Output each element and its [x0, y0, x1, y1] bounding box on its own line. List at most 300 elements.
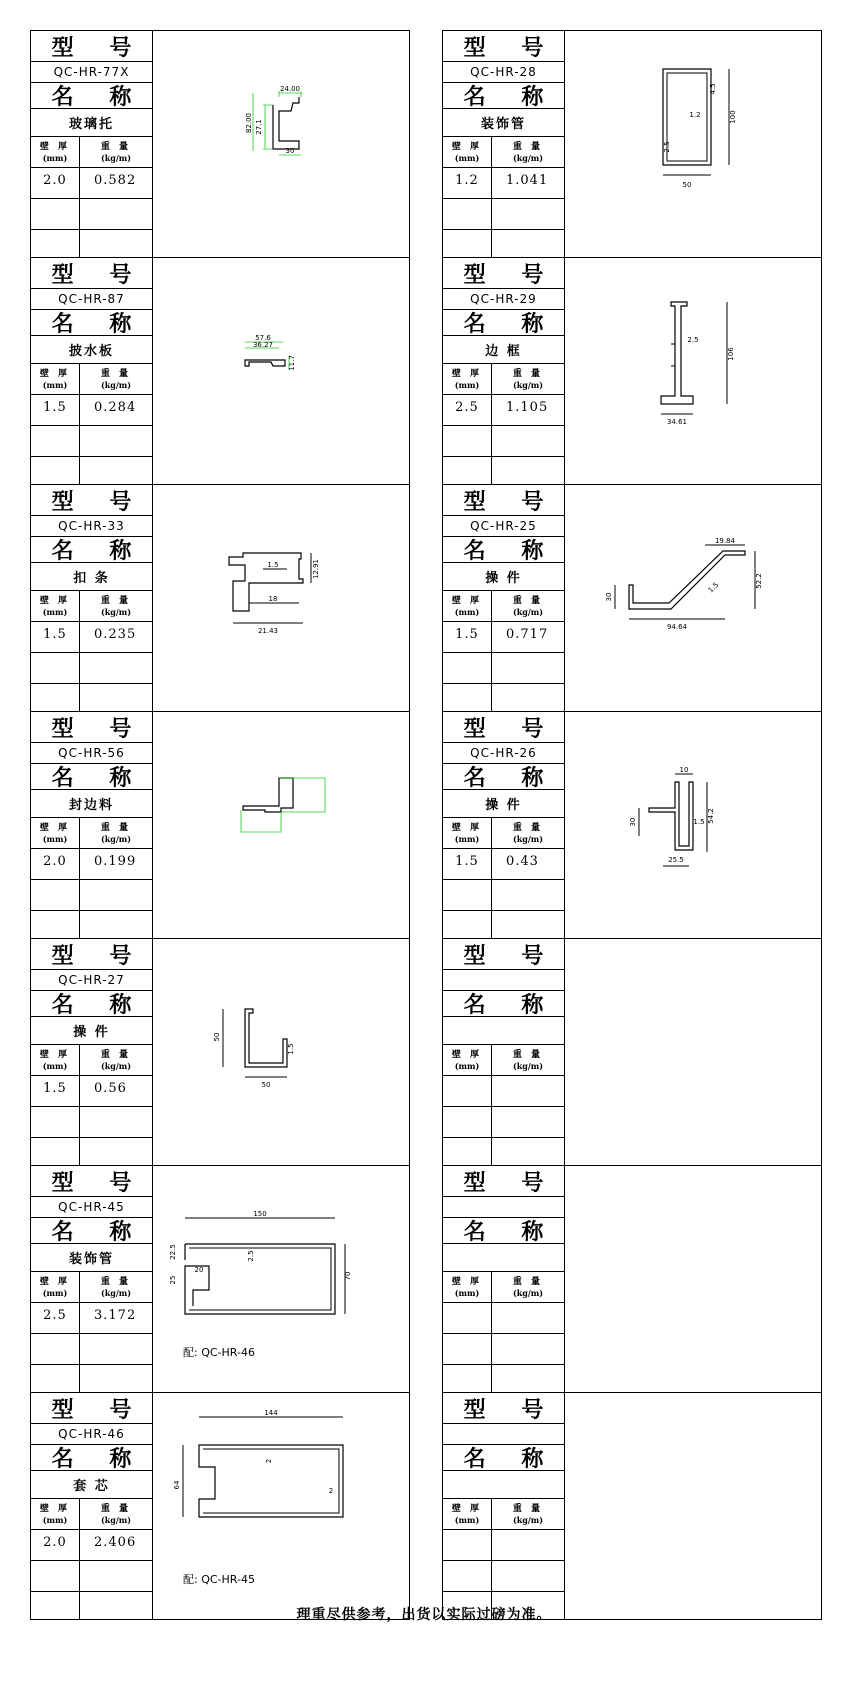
name-heading: 名 称 — [31, 1445, 152, 1471]
name-heading: 名 称 — [443, 537, 564, 563]
dim-bottom: 21.43 — [257, 627, 279, 635]
wall-thickness-label: 壁 厚 — [39, 1276, 71, 1287]
profile-drawing — [153, 258, 409, 484]
dim-mid: 36.27 — [252, 341, 274, 349]
dim-inner: 2.5 — [247, 1250, 255, 1262]
dim-lower: 25 — [169, 1275, 177, 1285]
weight-value: 0.235 — [94, 627, 137, 642]
profile-info — [31, 485, 153, 711]
empty-row — [443, 199, 564, 230]
dim-left: 64 — [173, 1480, 181, 1490]
profile-card-left-1 — [30, 30, 410, 257]
profile-line — [663, 69, 729, 175]
profile-info — [443, 1166, 565, 1392]
empty-row — [31, 199, 152, 230]
name-heading: 名 称 — [443, 310, 564, 336]
wall-unit-label: (mm) — [454, 606, 480, 617]
wall-thickness-label: 壁 厚 — [451, 595, 483, 606]
dim-right: 70 — [344, 1271, 352, 1281]
thickness-value: 2.0 — [43, 854, 67, 869]
spec-value-row — [443, 849, 564, 880]
profile-card-right-1 — [442, 30, 822, 257]
weight-unit-label: (kg/m) — [100, 1287, 132, 1298]
thickness-value: 2.0 — [43, 1535, 67, 1550]
profile-card-left-3 — [30, 484, 410, 711]
empty-row — [443, 880, 564, 911]
profile-name: 操 件 — [443, 563, 564, 591]
empty-row — [31, 1107, 152, 1138]
profile-line — [649, 782, 693, 850]
model-heading: 型 号 — [31, 939, 152, 970]
profile-drawing — [565, 1166, 821, 1392]
profile-section-drawing — [565, 485, 801, 711]
dim-slot: 20 — [194, 1266, 204, 1274]
profile-section-drawing — [565, 712, 801, 938]
name-heading: 名 称 — [31, 764, 152, 790]
weight-unit-label: (kg/m) — [512, 1060, 544, 1071]
spec-value-row — [31, 622, 152, 653]
weight-label: 重 量 — [100, 1049, 132, 1060]
profile-section-drawing — [565, 258, 801, 484]
spec-value-row — [31, 1303, 152, 1334]
profile-card-right-2 — [442, 257, 822, 484]
weight-value: 0.199 — [94, 854, 137, 869]
wall-unit-label: (mm) — [42, 1287, 68, 1298]
name-heading: 名 称 — [443, 1218, 564, 1244]
profile-drawing — [153, 485, 409, 711]
wall-thickness-label: 壁 厚 — [451, 1276, 483, 1287]
weight-label: 重 量 — [100, 141, 132, 152]
model-heading: 型 号 — [31, 31, 152, 62]
empty-row — [443, 230, 564, 257]
empty-row — [443, 1561, 564, 1592]
profile-name: 套 芯 — [31, 1471, 152, 1499]
thickness-value: 1.2 — [455, 173, 479, 188]
profile-section-drawing — [153, 31, 389, 257]
model-heading: 型 号 — [443, 712, 564, 743]
thickness-value: 2.0 — [43, 173, 67, 188]
model-heading: 型 号 — [31, 258, 152, 289]
weight-label: 重 量 — [100, 368, 132, 379]
spec-value-row — [31, 395, 152, 426]
wall-thickness-label: 壁 厚 — [451, 1049, 483, 1060]
profile-line — [273, 97, 299, 149]
wall-unit-label: (mm) — [454, 1060, 480, 1071]
profile-drawing — [153, 31, 409, 257]
empty-row — [31, 880, 152, 911]
model-code: QC-HR-28 — [443, 62, 564, 83]
thickness-value: 1.5 — [455, 854, 479, 869]
profile-card-left-7 — [30, 1392, 410, 1620]
profile-drawing — [565, 712, 821, 938]
dim-right: 12.91 — [312, 558, 320, 580]
profile-drawing — [565, 258, 821, 484]
model-heading: 型 号 — [443, 939, 564, 970]
profile-drawing — [565, 31, 821, 257]
spec-header-row — [443, 591, 564, 622]
dim-bottom: 50 — [261, 1081, 271, 1089]
dim-inner: 1.5 — [267, 561, 279, 569]
wall-thickness-label: 壁 厚 — [39, 1503, 71, 1514]
spec-header-row — [443, 137, 564, 168]
profile-name: 边 框 — [443, 336, 564, 364]
spec-value-row — [443, 1076, 564, 1107]
empty-row — [443, 684, 564, 711]
profile-line — [241, 778, 325, 832]
wall-unit-label: (mm) — [42, 1514, 68, 1525]
spec-value-row — [443, 622, 564, 653]
weight-unit-label: (kg/m) — [100, 1514, 132, 1525]
wall-thickness-label: 壁 厚 — [39, 368, 71, 379]
spec-value-row — [443, 168, 564, 199]
profile-line — [661, 302, 693, 404]
dim-bottom: 25.5 — [668, 856, 684, 864]
profile-name — [443, 1471, 564, 1499]
spec-value-row — [31, 1530, 152, 1561]
dim-bottom: 94.64 — [666, 623, 688, 631]
profile-info — [443, 485, 565, 711]
profile-info — [31, 258, 153, 484]
thickness-value: 2.5 — [43, 1308, 67, 1323]
wall-unit-label: (mm) — [42, 379, 68, 390]
wall-unit-label: (mm) — [42, 1060, 68, 1071]
profile-card-left-6 — [30, 1165, 410, 1392]
weight-unit-label: (kg/m) — [512, 152, 544, 163]
model-code: QC-HR-29 — [443, 289, 564, 310]
empty-row — [443, 653, 564, 684]
profile-card-right-3 — [442, 484, 822, 711]
profile-line — [245, 1009, 287, 1067]
model-heading: 型 号 — [443, 1393, 564, 1424]
dim-bottom: 50 — [682, 181, 692, 189]
wall-unit-label: (mm) — [454, 1287, 480, 1298]
spec-header-row — [443, 1272, 564, 1303]
profile-section-drawing — [153, 485, 389, 711]
wall-unit-label: (mm) — [454, 1514, 480, 1525]
model-heading: 型 号 — [31, 1393, 152, 1424]
profile-info — [31, 939, 153, 1165]
profile-info — [443, 712, 565, 938]
dim-top: 24.00 — [279, 85, 301, 93]
name-heading: 名 称 — [31, 310, 152, 336]
dim-lower: 18 — [268, 595, 278, 603]
dim-wall: 1.2 — [689, 111, 701, 119]
model-code: QC-HR-27 — [31, 970, 152, 991]
profile-line — [203, 1449, 339, 1513]
spec-value-row — [31, 168, 152, 199]
empty-row — [31, 1138, 152, 1165]
spec-value-row — [443, 1303, 564, 1334]
empty-row — [443, 1107, 564, 1138]
profile-line — [189, 1248, 331, 1310]
profile-card-right-7 — [442, 1392, 822, 1620]
model-code: QC-HR-25 — [443, 516, 564, 537]
dim-left: 30 — [629, 817, 637, 827]
footer-note: 理重尽供参考，出货以实际过磅为准。 — [296, 1607, 552, 1623]
empty-row — [443, 457, 564, 484]
empty-row — [31, 684, 152, 711]
name-heading: 名 称 — [31, 83, 152, 109]
wall-unit-label: (mm) — [454, 833, 480, 844]
profile-line — [245, 360, 285, 366]
wall-thickness-label: 壁 厚 — [451, 822, 483, 833]
spec-header-row — [443, 818, 564, 849]
dim-inner: 27.1 — [255, 119, 263, 135]
weight-label: 重 量 — [512, 1276, 544, 1287]
model-code: QC-HR-56 — [31, 743, 152, 764]
profile-line — [229, 553, 303, 611]
profile-name: 扣 条 — [31, 563, 152, 591]
weight-label: 重 量 — [512, 1049, 544, 1060]
spec-value-row — [443, 395, 564, 426]
profile-drawing — [565, 1393, 821, 1619]
weight-value: 0.284 — [94, 400, 137, 415]
profile-drawing — [153, 1393, 409, 1619]
model-code: QC-HR-45 — [31, 1197, 152, 1218]
dim-right: 106 — [727, 347, 735, 361]
weight-label: 重 量 — [100, 1276, 132, 1287]
name-heading: 名 称 — [443, 1445, 564, 1471]
weight-value: 2.406 — [94, 1535, 137, 1550]
profile-info — [31, 1166, 153, 1392]
name-heading: 名 称 — [443, 764, 564, 790]
wall-thickness-label: 壁 厚 — [39, 141, 71, 152]
spec-header-row — [31, 591, 152, 622]
profile-info — [443, 31, 565, 257]
spec-header-row — [31, 1045, 152, 1076]
weight-value: 0.56 — [94, 1081, 127, 1096]
spec-header-row — [443, 364, 564, 395]
profile-card-left-5 — [30, 938, 410, 1165]
name-heading: 名 称 — [31, 991, 152, 1017]
weight-unit-label: (kg/m) — [100, 606, 132, 617]
wall-unit-label: (mm) — [454, 152, 480, 163]
weight-label: 重 量 — [512, 141, 544, 152]
weight-label: 重 量 — [100, 822, 132, 833]
wall-thickness-label: 壁 厚 — [451, 1503, 483, 1514]
profile-section-drawing — [153, 939, 389, 1165]
dim-right: 100 — [729, 110, 737, 124]
wall-unit-label: (mm) — [42, 606, 68, 617]
dim-left: 82.00 — [245, 112, 253, 134]
wall-thickness-label: 壁 厚 — [39, 1049, 71, 1060]
model-heading: 型 号 — [443, 1166, 564, 1197]
spec-header-row — [31, 818, 152, 849]
profile-card-right-6 — [442, 1165, 822, 1392]
left-column — [30, 30, 410, 1620]
profile-drawing — [565, 485, 821, 711]
profile-drawing — [153, 1166, 409, 1392]
dim-top: 150 — [253, 1210, 267, 1218]
dim-side: 4.5 — [709, 83, 717, 95]
dim-wall: 1.5 — [693, 818, 705, 826]
dim-wall: 1.5 — [706, 580, 721, 595]
spec-header-row — [31, 1499, 152, 1530]
dim-wall: 2 — [328, 1487, 334, 1495]
weight-value: 0.582 — [94, 173, 137, 188]
thickness-value: 1.5 — [43, 1081, 67, 1096]
weight-unit-label: (kg/m) — [512, 1287, 544, 1298]
spec-value-row — [31, 849, 152, 880]
spec-header-row — [443, 1045, 564, 1076]
weight-value: 0.717 — [506, 627, 549, 642]
profile-name: 封边料 — [31, 790, 152, 818]
weight-label: 重 量 — [512, 822, 544, 833]
empty-row — [31, 1365, 152, 1392]
empty-row — [31, 653, 152, 684]
right-column — [442, 30, 822, 1620]
spec-value-row — [443, 1530, 564, 1561]
weight-unit-label: (kg/m) — [100, 379, 132, 390]
dim-top: 144 — [264, 1409, 278, 1417]
wall-unit-label: (mm) — [42, 833, 68, 844]
profile-info — [31, 1393, 153, 1619]
weight-unit-label: (kg/m) — [100, 833, 132, 844]
profile-name: 披水板 — [31, 336, 152, 364]
dim-top: 57.6 — [255, 334, 271, 342]
model-code: QC-HR-77X — [31, 62, 152, 83]
dim-top: 10 — [679, 766, 689, 774]
pairing-note: 配: QC-HR-46 — [183, 1346, 255, 1359]
name-heading: 名 称 — [31, 1218, 152, 1244]
profile-card-right-5 — [442, 938, 822, 1165]
spec-value-row — [31, 1076, 152, 1107]
weight-label: 重 量 — [512, 368, 544, 379]
dim-right: 11.7 — [288, 355, 296, 371]
empty-row — [443, 1365, 564, 1392]
profile-line — [667, 73, 707, 161]
empty-row — [31, 426, 152, 457]
profile-line — [629, 551, 745, 609]
profile-name: 操 件 — [443, 790, 564, 818]
empty-row — [443, 911, 564, 938]
model-heading: 型 号 — [443, 258, 564, 289]
wall-thickness-label: 壁 厚 — [39, 595, 71, 606]
name-heading: 名 称 — [31, 537, 152, 563]
wall-unit-label: (mm) — [454, 379, 480, 390]
weight-label: 重 量 — [512, 595, 544, 606]
profile-drawing — [565, 939, 821, 1165]
model-heading: 型 号 — [31, 1166, 152, 1197]
model-code: QC-HR-33 — [31, 516, 152, 537]
thickness-value: 1.5 — [43, 400, 67, 415]
profile-name — [443, 1244, 564, 1272]
profile-name: 玻璃托 — [31, 109, 152, 137]
model-code: QC-HR-26 — [443, 743, 564, 764]
empty-row — [443, 426, 564, 457]
dim-wall: 2.5 — [687, 336, 699, 344]
profile-section-drawing — [153, 712, 389, 938]
weight-value: 1.105 — [506, 400, 549, 415]
weight-value: 1.041 — [506, 173, 549, 188]
empty-row — [31, 457, 152, 484]
empty-row — [443, 1138, 564, 1165]
weight-label: 重 量 — [100, 1503, 132, 1514]
profile-card-right-4 — [442, 711, 822, 938]
profile-name — [443, 1017, 564, 1045]
dim-left: 50 — [213, 1032, 221, 1042]
spec-header-row — [31, 137, 152, 168]
dim-top: 19.84 — [714, 537, 736, 545]
profile-card-left-4 — [30, 711, 410, 938]
name-heading: 名 称 — [443, 83, 564, 109]
model-code: QC-HR-46 — [31, 1424, 152, 1445]
spec-header-row — [31, 364, 152, 395]
empty-row — [31, 1561, 152, 1592]
profile-name: 操 件 — [31, 1017, 152, 1045]
model-heading: 型 号 — [443, 31, 564, 62]
wall-thickness-label: 壁 厚 — [451, 141, 483, 152]
profile-name: 装饰管 — [443, 109, 564, 137]
wall-thickness-label: 壁 厚 — [39, 822, 71, 833]
profile-name: 装饰管 — [31, 1244, 152, 1272]
weight-label: 重 量 — [100, 595, 132, 606]
model-heading: 型 号 — [31, 485, 152, 516]
weight-label: 重 量 — [512, 1503, 544, 1514]
weight-unit-label: (kg/m) — [100, 152, 132, 163]
weight-unit-label: (kg/m) — [512, 379, 544, 390]
thickness-value: 1.5 — [43, 627, 67, 642]
profile-drawing — [153, 712, 409, 938]
dim-left: 30 — [605, 592, 613, 602]
model-heading: 型 号 — [443, 485, 564, 516]
dim-right: 1.5 — [287, 1043, 295, 1055]
model-code: QC-HR-87 — [31, 289, 152, 310]
dim-inner: 2.5 — [663, 141, 671, 153]
weight-unit-label: (kg/m) — [512, 1514, 544, 1525]
name-heading: 名 称 — [443, 991, 564, 1017]
profile-line — [615, 545, 755, 619]
profile-info — [443, 939, 565, 1165]
spec-header-row — [443, 1499, 564, 1530]
weight-value: 0.43 — [506, 854, 539, 869]
weight-unit-label: (kg/m) — [512, 833, 544, 844]
profile-section-drawing — [565, 31, 801, 257]
empty-row — [31, 911, 152, 938]
profile-line — [185, 1244, 335, 1314]
profile-info — [31, 31, 153, 257]
profile-line — [243, 778, 293, 812]
weight-unit-label: (kg/m) — [512, 606, 544, 617]
dim-right: 52.2 — [755, 573, 763, 589]
profile-info — [443, 258, 565, 484]
profile-line — [661, 302, 727, 414]
wall-unit-label: (mm) — [42, 152, 68, 163]
profile-info — [31, 712, 153, 938]
thickness-value: 1.5 — [455, 627, 479, 642]
pairing-note: 配: QC-HR-45 — [183, 1573, 255, 1586]
empty-row — [31, 1334, 152, 1365]
dim-right: 54.2 — [707, 808, 715, 824]
wall-thickness-label: 壁 厚 — [451, 368, 483, 379]
profile-info — [443, 1393, 565, 1619]
profile-line — [199, 1445, 343, 1517]
dim-inner: 2 — [265, 1458, 273, 1464]
profile-card-left-2 — [30, 257, 410, 484]
profile-drawing — [153, 939, 409, 1165]
dim-upper: 22.5 — [169, 1244, 177, 1260]
profile-section-drawing — [153, 258, 389, 484]
thickness-value: 2.5 — [455, 400, 479, 415]
weight-value: 3.172 — [94, 1308, 137, 1323]
dim-bottom: 30 — [285, 147, 295, 155]
model-heading: 型 号 — [31, 712, 152, 743]
weight-unit-label: (kg/m) — [100, 1060, 132, 1071]
empty-row — [443, 1334, 564, 1365]
spec-header-row — [31, 1272, 152, 1303]
dim-bottom: 34.61 — [666, 418, 688, 426]
empty-row — [31, 230, 152, 257]
